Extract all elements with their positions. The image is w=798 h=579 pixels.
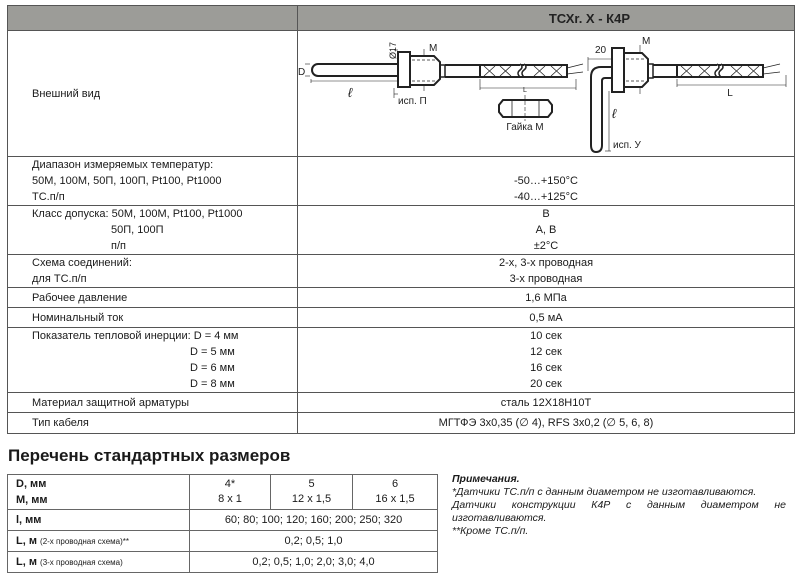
spec-row-cable: [8, 413, 795, 434]
label-nut: Гайка М: [506, 122, 544, 133]
label-line: Диапазон измеряемых температур:: [32, 159, 214, 171]
spec-label: Тип кабеля: [8, 413, 298, 434]
sizes-header-label: [8, 475, 190, 510]
spec-header-row: [8, 6, 795, 31]
spec-label: [8, 328, 298, 393]
size-d: 4*: [224, 478, 236, 490]
sizes-table: [7, 474, 438, 573]
label-m-p: M: [429, 43, 438, 54]
sensor-drawing-svg: [298, 31, 793, 156]
spec-row-pressure: [8, 288, 795, 308]
sizes-row-value: 0,2; 0,5; 1,0; 2,0; 3,0; 4,0: [190, 552, 438, 573]
notes-title: Примечания.: [452, 473, 520, 485]
model-title: ТСХr. Х - К4Р: [298, 6, 795, 31]
label-line: Класс допуска: 50М, 100М, Pt100, Pt1000: [32, 208, 243, 220]
value-line: 2-х, 3-х проводная: [498, 257, 594, 269]
sizes-heading: Перечень стандартных размеров: [8, 446, 291, 465]
value-line: 10 сек: [530, 330, 562, 342]
row-label-main: l, мм: [16, 513, 42, 526]
sizes-row-value: 0,2; 0,5; 1,0: [190, 531, 438, 552]
row-label-note: (2-х проводная схема)**: [40, 536, 129, 546]
size-m: 8 х 1: [218, 493, 242, 505]
value-line: В: [542, 208, 550, 220]
value-line: 12 сек: [530, 346, 562, 358]
note-line: Датчики конструкции К4Р с данным диаметром не: [452, 499, 786, 511]
sensor-drawing: [298, 31, 794, 156]
label-line: Показатель тепловой инерции: D = 4 мм: [32, 330, 239, 342]
m-label: M, мм: [16, 494, 48, 506]
size-m: 16 х 1,5: [375, 493, 415, 505]
note-line: изготавливаются.: [452, 512, 547, 524]
value-line: 16 сек: [530, 362, 562, 374]
appearance-row: [8, 31, 795, 157]
appearance-label: Внешний вид: [8, 31, 298, 157]
label-line: D = 8 мм: [190, 378, 235, 390]
label-L-p: L: [523, 87, 527, 94]
spec-row-connection: [8, 255, 795, 288]
row-label-note: (3-х проводная схема): [40, 557, 123, 567]
spec-row-thermal-inertia: [8, 328, 795, 393]
label-isp-u: исп. У: [613, 140, 641, 151]
sizes-row-l: [8, 510, 438, 531]
label-m-u: M: [642, 36, 651, 47]
spec-row-current: [8, 308, 795, 328]
sizes-row-L3: [8, 552, 438, 573]
spec-row-tolerance: [8, 206, 795, 255]
note-line: **Кроме ТС.п/п.: [452, 525, 529, 537]
row-label-main: L, м: [16, 555, 37, 568]
spec-label: Номинальный ток: [8, 308, 298, 328]
value-line: А, В: [535, 224, 557, 236]
value-line: ±2°С: [533, 240, 559, 252]
size-column: [271, 475, 353, 510]
spec-label: [8, 157, 298, 206]
label-isp-p: исп. П: [398, 96, 427, 107]
label-line: Схема соединений:: [32, 257, 132, 269]
sizes-row-value: 60; 80; 100; 120; 160; 200; 250; 320: [190, 510, 438, 531]
label-line: 50М, 100М, 50П, 100П, Pt100, Pt1000: [32, 175, 222, 187]
sizes-header-row: [8, 475, 438, 510]
spec-value: МГТФЭ 3х0,35 (∅ 4), RFS 3х0,2 (∅ 5, 6, 8): [298, 413, 795, 434]
notes: [452, 473, 786, 538]
spec-value: [298, 157, 795, 206]
note-line: *Датчики ТС.п/п с данным диаметром не изготавливаются.: [452, 486, 757, 498]
d-label: D, мм: [16, 478, 47, 490]
row-label-main: L, м: [16, 534, 37, 547]
spec-label: [8, 255, 298, 288]
size-column: [190, 475, 271, 510]
size-d: 6: [391, 478, 399, 490]
spec-value: 1,6 МПа: [298, 288, 795, 308]
size-m: 12 х 1,5: [291, 493, 332, 505]
spec-label: Материал защитной арматуры: [8, 393, 298, 413]
spec-table: [7, 5, 795, 434]
spec-value: [298, 255, 795, 288]
sizes-row-label: [8, 531, 190, 552]
spec-value: 0,5 мА: [298, 308, 795, 328]
size-column: [353, 475, 438, 510]
label-line: ТС.п/п: [32, 191, 65, 203]
value-line: 3-х проводная: [509, 273, 583, 285]
label-line: п/п: [111, 240, 126, 252]
label-line: для ТС.п/п: [32, 273, 87, 285]
size-d: 5: [308, 478, 315, 490]
label-line: D = 5 мм: [190, 346, 235, 358]
appearance-drawing-cell: [298, 31, 795, 157]
value-line: -50…+150°С: [513, 175, 579, 187]
label-l-u: ℓ: [612, 106, 617, 121]
spec-row-material: [8, 393, 795, 413]
label-line: 50П, 100П: [111, 224, 164, 236]
value-line: -40…+125°С: [513, 191, 579, 203]
spec-header-empty: [8, 6, 298, 31]
label-L-u: L: [727, 88, 733, 99]
variant-p-drawing: [305, 49, 583, 121]
sizes-row-label: [8, 552, 190, 573]
spec-label: Рабочее давление: [8, 288, 298, 308]
label-20: 20: [595, 45, 607, 56]
label-line: D = 6 мм: [190, 362, 235, 374]
sizes-row-L2: [8, 531, 438, 552]
label-d: D: [298, 67, 306, 78]
spec-value: [298, 206, 795, 255]
label-l-p: ℓ: [348, 85, 353, 100]
spec-label: [8, 206, 298, 255]
spec-value: сталь 12Х18Н10Т: [298, 393, 795, 413]
spec-row-temp-range: [8, 157, 795, 206]
value-line: 20 сек: [530, 378, 562, 390]
variant-u-drawing: [588, 45, 786, 152]
sizes-row-label: [8, 510, 190, 531]
value-line: [298, 157, 794, 173]
label-dia17: Ø17: [388, 41, 398, 59]
spec-value: [298, 328, 795, 393]
